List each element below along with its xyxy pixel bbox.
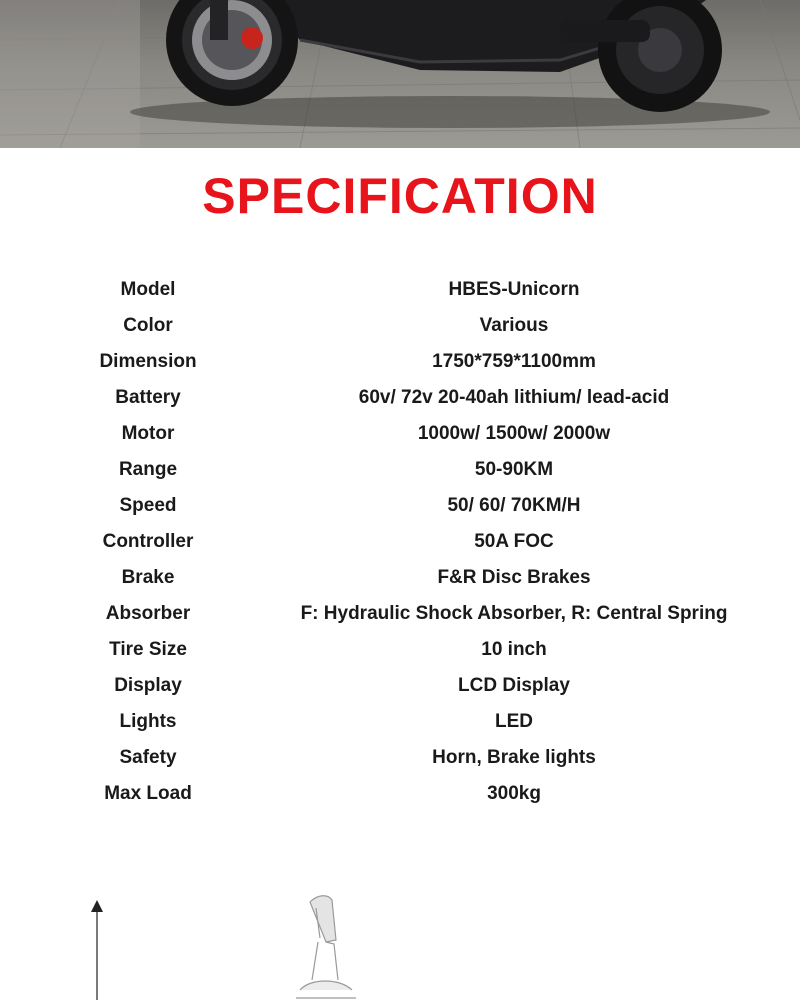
spec-row — [0, 740, 800, 776]
spec-value: 50-90KM — [474, 459, 554, 480]
spec-label: Range — [118, 459, 178, 480]
spec-value: 50/ 60/ 70KM/H — [447, 495, 581, 516]
spec-value: 60v/ 72v 20-40ah lithium/ lead-acid — [358, 387, 670, 408]
spec-label: Dimension — [99, 351, 197, 372]
spec-value: LCD Display — [458, 675, 570, 696]
spec-value: 50A FOC — [474, 531, 554, 552]
spec-row — [0, 452, 800, 488]
spec-label: Absorber — [105, 603, 191, 624]
spec-value: Horn, Brake lights — [432, 747, 596, 768]
spec-label: Display — [114, 675, 182, 696]
spec-label: Tire Size — [109, 639, 187, 660]
spec-row — [0, 560, 800, 596]
spec-row — [0, 596, 800, 632]
spec-value: F&R Disc Brakes — [437, 567, 591, 588]
spec-row — [0, 488, 800, 524]
scooter-sketch — [296, 896, 356, 998]
spec-table — [0, 272, 800, 812]
dimension-diagram — [0, 880, 800, 1000]
spec-value: LED — [495, 711, 533, 732]
spec-row — [0, 380, 800, 416]
scooter-photo — [0, 0, 800, 148]
spec-row — [0, 632, 800, 668]
spec-value: 10 inch — [481, 639, 547, 660]
spec-value: 300kg — [487, 783, 541, 804]
spec-label: Lights — [119, 711, 177, 732]
spec-row — [0, 776, 800, 812]
spec-row — [0, 704, 800, 740]
spec-row — [0, 344, 800, 380]
spec-value: Various — [479, 315, 549, 336]
spec-value: F: Hydraulic Shock Absorber, R: Central Spring — [300, 603, 728, 624]
spec-row — [0, 668, 800, 704]
spec-value: HBES-Unicorn — [448, 279, 580, 300]
spec-label: Brake — [121, 567, 175, 588]
spec-label: Controller — [102, 531, 194, 552]
arrow-up-icon — [91, 900, 103, 912]
spec-label: Battery — [115, 387, 181, 408]
spec-row — [0, 524, 800, 560]
spec-label: Model — [120, 279, 176, 300]
spec-value: 1000w/ 1500w/ 2000w — [417, 423, 611, 444]
spec-row — [0, 416, 800, 452]
page-title: SPECIFICATION — [202, 168, 598, 224]
spec-label: Motor — [121, 423, 175, 444]
spec-value: 1750*759*1100mm — [432, 351, 596, 372]
spec-label: Max Load — [104, 783, 192, 804]
spec-label: Color — [123, 315, 173, 336]
spec-row — [0, 308, 800, 344]
spec-label: Safety — [119, 747, 177, 768]
spec-label: Speed — [119, 495, 177, 516]
spec-row — [0, 272, 800, 308]
